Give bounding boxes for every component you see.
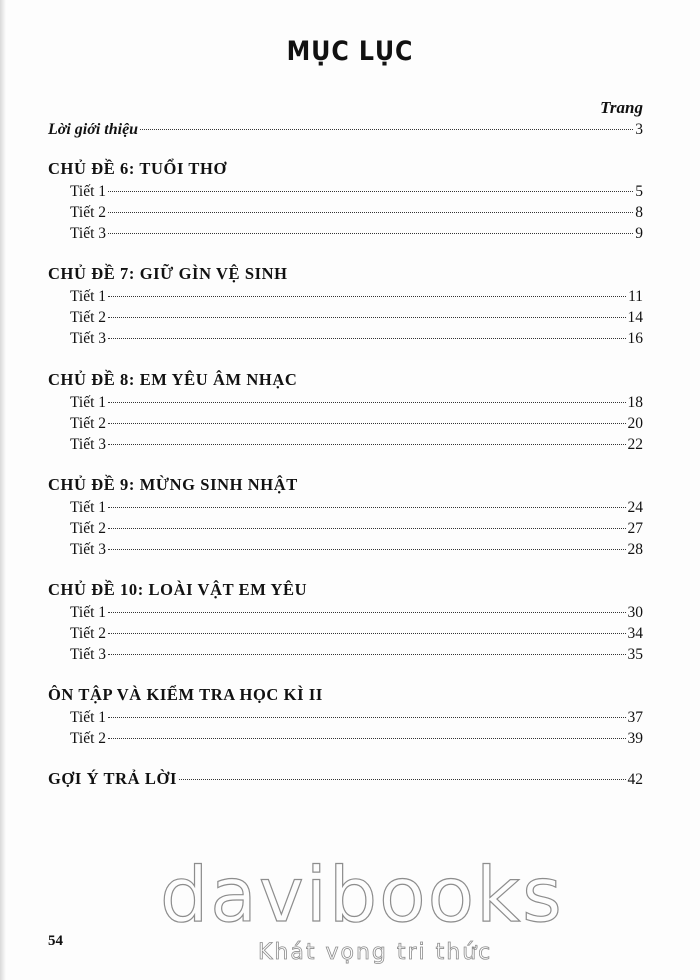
dot-leader	[108, 316, 625, 318]
toc-entry-page: 39	[627, 730, 643, 747]
dot-leader	[108, 737, 625, 739]
toc-entry-page: 16	[627, 330, 643, 347]
toc-entry-page: 18	[627, 394, 643, 411]
toc-entry-page: 24	[627, 499, 643, 516]
page-column-label: Trang	[600, 98, 643, 117]
toc-entry-intro[interactable]	[48, 120, 643, 140]
toc-entry[interactable]	[70, 329, 643, 349]
toc-entry-page: 30	[627, 604, 643, 621]
dot-leader	[108, 337, 625, 339]
toc-entry-label: Tiết 3	[70, 330, 107, 347]
toc-entry-label: Tiết 2	[70, 309, 107, 326]
toc-entry-label: Tiết 2	[70, 520, 107, 537]
page-edge-shadow	[0, 0, 6, 980]
page-number: 54	[48, 933, 63, 949]
toc-entry[interactable]	[70, 624, 643, 644]
toc-entry-page: 35	[627, 646, 643, 663]
toc-entry-page: 28	[627, 541, 643, 558]
toc-entry-label: Tiết 3	[70, 541, 107, 558]
dot-leader	[108, 716, 625, 718]
dot-leader	[108, 443, 625, 445]
dot-leader	[108, 401, 625, 403]
toc-entry[interactable]	[70, 414, 643, 434]
toc-entry[interactable]	[70, 203, 643, 223]
toc-entry-label: GỢI Ý TRẢ LỜI	[48, 769, 177, 788]
dot-leader	[108, 190, 633, 192]
toc-entry-page: 9	[635, 225, 643, 242]
watermark-brand: davibooks	[160, 850, 564, 939]
toc-entry-page: 14	[627, 309, 643, 326]
section-heading: ÔN TẬP VÀ KIỂM TRA HỌC KÌ II	[48, 685, 323, 704]
toc-entry-label: Tiết 1	[70, 604, 107, 621]
toc-entry-label: Tiết 3	[70, 225, 107, 242]
toc-entry-page: 37	[627, 709, 643, 726]
toc-entry-page: 42	[627, 771, 643, 788]
toc-entry-label: Tiết 3	[70, 646, 107, 663]
toc-entry-label: Tiết 3	[70, 436, 107, 453]
dot-leader	[108, 295, 626, 297]
toc-entry-label: Tiết 1	[70, 183, 107, 200]
toc-entry[interactable]	[70, 603, 643, 623]
watermark-slogan: Khát vọng tri thức	[258, 940, 493, 965]
dot-leader	[140, 128, 633, 130]
dot-leader	[108, 611, 625, 613]
toc-entry-page: 11	[628, 288, 643, 305]
page-title: MỤC LỤC	[286, 36, 414, 67]
toc-entry-label: Tiết 2	[70, 625, 107, 642]
toc-entry-label: Tiết 1	[70, 394, 107, 411]
toc-entry[interactable]	[70, 182, 643, 202]
toc-entry[interactable]	[70, 435, 643, 455]
dot-leader	[108, 527, 625, 529]
toc-entry-page: 22	[627, 436, 643, 453]
dot-leader	[108, 211, 633, 213]
toc-entry-label: Tiết 2	[70, 415, 107, 432]
section-heading: CHỦ ĐỀ 6: TUỔI THƠ	[48, 159, 227, 178]
toc-entry[interactable]	[70, 287, 643, 307]
toc-entry[interactable]	[70, 708, 643, 728]
section-heading: CHỦ ĐỀ 7: GIỮ GÌN VỆ SINH	[48, 264, 288, 283]
toc-entry-label: Lời giới thiệu	[48, 121, 139, 138]
toc-entry-page: 5	[635, 183, 643, 200]
dot-leader	[108, 422, 625, 424]
toc-entry-label: Tiết 1	[70, 288, 107, 305]
toc-entry-page: 27	[627, 520, 643, 537]
toc-entry-label: Tiết 2	[70, 204, 107, 221]
dot-leader	[108, 653, 625, 655]
toc-entry-page: 8	[635, 204, 643, 221]
dot-leader	[108, 232, 633, 234]
toc-entry-label: Tiết 2	[70, 730, 107, 747]
toc-entry[interactable]	[70, 645, 643, 665]
toc-entry-answers[interactable]	[48, 769, 643, 790]
section-heading: CHỦ ĐỀ 8: EM YÊU ÂM NHẠC	[48, 370, 298, 389]
toc-entry[interactable]	[70, 224, 643, 244]
toc-entry[interactable]	[70, 308, 643, 328]
section-heading: CHỦ ĐỀ 10: LOÀI VẬT EM YÊU	[48, 580, 308, 599]
dot-leader	[179, 778, 626, 780]
section-heading: CHỦ ĐỀ 9: MỪNG SINH NHẬT	[48, 475, 298, 494]
toc-entry[interactable]	[70, 519, 643, 539]
toc-entry[interactable]	[70, 540, 643, 560]
toc-entry-label: Tiết 1	[70, 499, 107, 516]
toc-entry[interactable]	[70, 498, 643, 518]
toc-entry[interactable]	[70, 393, 643, 413]
dot-leader	[108, 548, 625, 550]
toc-entry-page: 34	[627, 625, 643, 642]
toc-entry-page: 20	[627, 415, 643, 432]
dot-leader	[108, 506, 625, 508]
dot-leader	[108, 632, 625, 634]
toc-entry-label: Tiết 1	[70, 709, 107, 726]
toc-entry-page: 3	[635, 121, 643, 138]
toc-entry[interactable]	[70, 729, 643, 749]
